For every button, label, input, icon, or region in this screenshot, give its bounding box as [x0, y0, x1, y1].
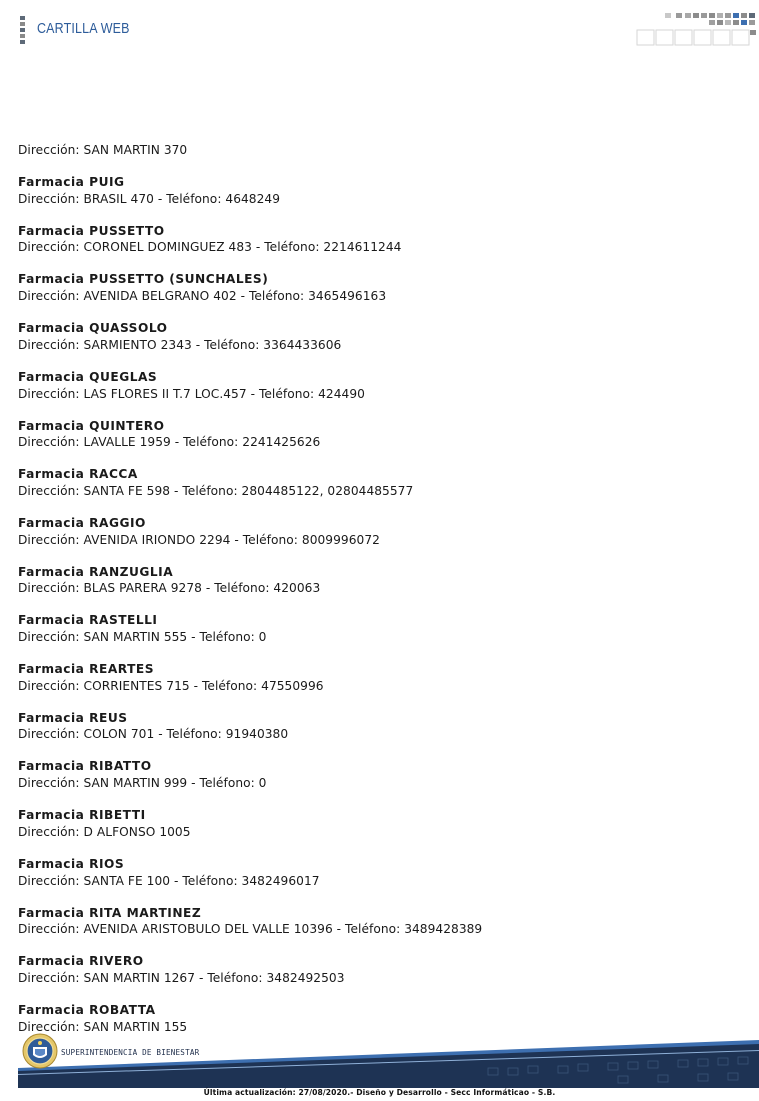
pharmacy-name: Farmacia RIOS — [18, 856, 125, 871]
list-item — [18, 856, 738, 889]
entry-address: Dirección: SAN MARTIN 999 - Teléfono: 0 — [18, 776, 267, 791]
pharmacy-name: Farmacia PUIG — [18, 175, 125, 189]
pharmacy-name: Farmacia RIBATTO — [18, 759, 152, 774]
entry-address: Dirección: COLON 701 - Teléfono: 91940380 — [18, 727, 289, 742]
entry-address: Dirección: BLAS PARERA 9278 - Teléfono: 420063 — [18, 581, 321, 596]
pharmacy-listing — [18, 142, 738, 1051]
entry-address: Dirección: SANTA FE 100 - Teléfono: 3482496017 — [18, 873, 320, 888]
pharmacy-name: Farmacia RAGGIO — [18, 515, 146, 530]
entry-address: Dirección: AVENIDA ARISTOBULO DEL VALLE 10396 - Teléfono: 3489428389 — [18, 922, 483, 937]
pharmacy-name: Farmacia REUS — [18, 710, 128, 725]
entry-address: Dirección: AVENIDA IRIONDO 2294 - Teléfono: 8009996072 — [18, 532, 380, 547]
list-item — [18, 564, 738, 597]
pharmacy-name: Farmacia RIBETTI — [18, 808, 146, 823]
footer-band — [18, 1038, 759, 1088]
list-item — [18, 710, 738, 743]
entry-address: Dirección: AVENIDA BELGRANO 402 - Teléfono: 3465496163 — [18, 289, 387, 304]
entry-address: Dirección: SARMIENTO 2343 - Teléfono: 3364433606 — [18, 337, 342, 352]
pharmacy-name: Farmacia RIVERO — [18, 954, 144, 969]
entry-address: Dirección: SAN MARTIN 555 - Teléfono: 0 — [18, 630, 267, 645]
entry-address: Dirección: SAN MARTIN 155 — [18, 1019, 188, 1034]
list-item — [18, 418, 738, 451]
list-item — [18, 223, 738, 256]
list-item — [18, 466, 738, 499]
list-item — [18, 905, 738, 938]
list-item — [18, 953, 738, 986]
footer-org-name: SUPERINTENDENCIA DE BIENESTAR — [61, 1048, 200, 1057]
entry-address: Dirección: SAN MARTIN 1267 - Teléfono: 3482492503 — [18, 970, 345, 985]
header-decoration-squares — [635, 10, 759, 48]
list-item — [18, 142, 738, 159]
entry-address: Dirección: LAS FLORES II T.7 LOC.457 - Teléfono: 424490 — [18, 386, 365, 401]
list-item — [18, 174, 738, 207]
list-item — [18, 807, 738, 840]
entry-address: Dirección: BRASIL 470 - Teléfono: 4648249 — [18, 191, 281, 206]
pharmacy-name: Farmacia ROBATTA — [18, 1002, 156, 1017]
pharmacy-name: Farmacia PUSSETTO — [18, 223, 165, 238]
pharmacy-name: Farmacia PUSSETTO (SUNCHALES) — [18, 272, 269, 287]
list-item — [18, 612, 738, 645]
pharmacy-name: Farmacia REARTES — [18, 662, 155, 677]
entry-address: Dirección: CORRIENTES 715 - Teléfono: 47550996 — [18, 678, 324, 693]
pharmacy-name: Farmacia RITA MARTINEZ — [18, 905, 202, 920]
pharmacy-name: Farmacia QUASSOLO — [18, 321, 168, 336]
page-header — [0, 0, 759, 60]
pharmacy-name: Farmacia RACCA — [18, 467, 138, 482]
pharmacy-name: Farmacia RANZUGLIA — [18, 564, 174, 579]
institution-seal-icon — [22, 1033, 58, 1069]
entry-address: Dirección: D ALFONSO 1005 — [18, 824, 191, 839]
entry-address: Dirección: SANTA FE 598 - Teléfono: 2804485122, 02804485577 — [18, 483, 414, 498]
entry-address: Dirección: CORONEL DOMINGUEZ 483 - Teléfono: 2214611244 — [18, 240, 402, 255]
entry-address: Dirección: SAN MARTIN 370 — [18, 143, 188, 157]
pharmacy-name: Farmacia RASTELLI — [18, 613, 158, 628]
header-accent-bar — [20, 16, 25, 46]
list-item — [18, 369, 738, 402]
footer-update-note: Última actualización: 27/08/2020.- Diseño y Desarrollo - Secc Informáticao - S.B. — [203, 1088, 556, 1097]
list-item — [18, 320, 738, 353]
entries-container — [18, 174, 738, 1035]
list-item — [18, 758, 738, 791]
entry-address: Dirección: LAVALLE 1959 - Teléfono: 2241425626 — [18, 435, 321, 450]
pharmacy-name: Farmacia QUEGLAS — [18, 369, 158, 384]
list-item — [18, 515, 738, 548]
list-item — [18, 661, 738, 694]
header-title: CARTILLA WEB — [37, 21, 130, 37]
page-footer — [0, 1030, 759, 1101]
pharmacy-name: Farmacia QUINTERO — [18, 418, 165, 433]
list-item — [18, 271, 738, 304]
